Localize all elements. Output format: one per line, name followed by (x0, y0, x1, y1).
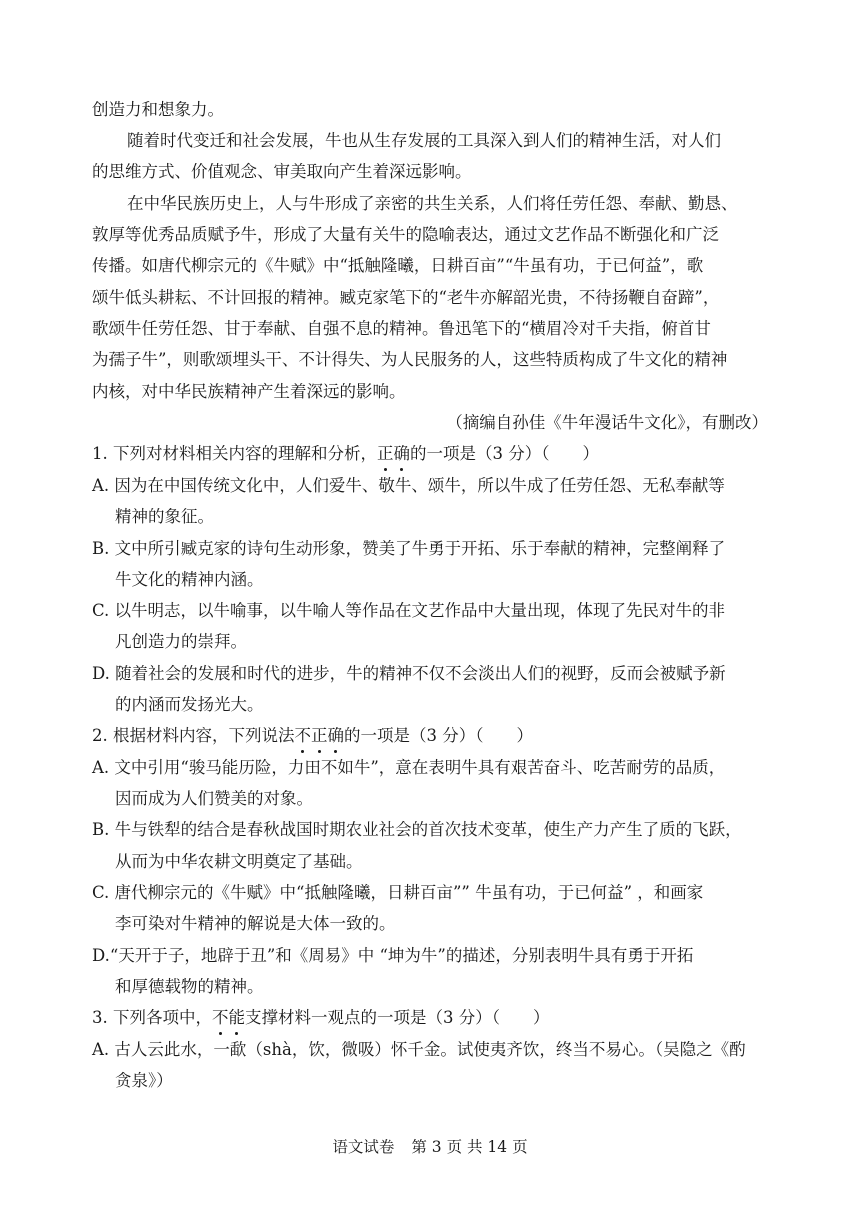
emphasis-char: 不 (295, 724, 312, 748)
stem-text: 的一项是（3 分）（ ） (344, 726, 533, 745)
passage-line: 在中华民族历史上，人与牛形成了亲密的共生关系，人们将任劳任怨、奉献、勤恳、 (127, 194, 738, 213)
stem-text: 支撑材料一观点的一项是（3 分）（ ） (245, 1008, 550, 1027)
emphasis-char: 能 (229, 1006, 246, 1030)
q3-option-a: A. 古人云此水，一歃（shà，饮，微吸）怀千金。试使夷齐饮，终当不易心。（吴隐之《酌 (92, 1040, 746, 1059)
q2-option-b: B. 牛与铁犁的结合是春秋战国时期农业社会的首次技术变革，使生产力产生了质的飞跃， (92, 820, 742, 839)
page-footer (0, 1135, 860, 1159)
question-1-stem (92, 442, 599, 466)
passage-line: 敦厚等优秀品质赋予牛，形成了大量有关牛的隐喻表达，通过文艺作品不断强化和广泛 (92, 225, 719, 244)
stem-text: 3. 下列各项中， (92, 1008, 212, 1027)
q1-option-c: C. 以牛明志，以牛喻事，以牛喻人等作品在文艺作品中大量出现，体现了先民对牛的非 (92, 601, 726, 620)
emphasis-char: 不 (212, 1006, 229, 1030)
passage-line: 传播。如唐代柳宗元的《牛赋》中“抵触隆曦，日耕百亩”“牛虽有功，于已何益”，歌 (92, 256, 704, 275)
q1-option-b: B. 文中所引臧克家的诗句生动形象，赞美了牛勇于开拓、乐于奉献的精神，完整阐释了 (92, 539, 726, 558)
footer-page-info: 第 3 页 共 14 页 (411, 1138, 528, 1156)
q1-option-d: D. 随着社会的发展和时代的进步，牛的精神不仅不会淡出人们的视野，反而会被赋予新 (92, 664, 726, 683)
q2-option-a-cont: 因而成为人们赞美的对象。 (115, 789, 313, 808)
emphasis-char: 确 (328, 724, 345, 748)
emphasis-char: 正 (311, 724, 328, 748)
question-3-stem (92, 1006, 550, 1030)
source-citation: （摘编自孙佳《牛年漫话牛文化》，有删改） (446, 413, 768, 432)
emphasis-char: 正 (377, 442, 394, 466)
q1-option-a-cont: 精神的象征。 (115, 507, 214, 526)
passage-line: 歌颂牛任劳任怨、甘于奉献、自强不息的精神。鲁迅笔下的“横眉冷对千夫指，俯首甘 (92, 319, 711, 338)
q1-option-b-cont: 牛文化的精神内涵。 (115, 570, 264, 589)
q2-option-d: D.“天开于子，地辟于丑”和《周易》中 “坤为牛”的描述，分别表明牛具有勇于开拓 (92, 946, 694, 965)
passage-line: 内核，对中华民族精神产生着深远的影响。 (92, 382, 406, 401)
q2-option-b-cont: 从而为中华农耕文明奠定了基础。 (115, 852, 363, 871)
question-2-stem (92, 724, 533, 748)
q1-option-a: A. 因为在中国传统文化中，人们爱牛、敬牛、颂牛，所以牛成了任劳任怨、无私奉献等 (92, 476, 725, 495)
q2-option-d-cont: 和厚德载物的精神。 (115, 977, 264, 996)
passage-line: 为孺子牛”，则歌颂埋头干、不计得失、为人民服务的人，这些特质构成了牛文化的精神 (92, 350, 728, 369)
stem-text: 1. 下列对材料相关内容的理解和分析， (92, 444, 377, 463)
passage-line: 的思维方式、价值观念、审美取向产生着深远影响。 (92, 162, 472, 181)
q2-option-a: A. 文中引用“骏马能历险，力田不如牛”，意在表明牛具有艰苦奋斗、吃苦耐劳的品质， (92, 758, 726, 777)
q1-option-c-cont: 凡创造力的崇拜。 (115, 632, 247, 651)
q2-option-c: C. 唐代柳宗元的《牛赋》中“抵触隆曦，日耕百亩”” 牛虽有功，于已何益” ，和画家 (92, 883, 704, 902)
q3-option-a-cont: 贪泉》） (115, 1071, 173, 1090)
passage-line: 颂牛低头耕耘、不计回报的精神。臧克家笔下的“老牛亦解韶光贵，不待扬鞭自奋蹄”， (92, 288, 720, 307)
passage-line: 创造力和想象力。 (92, 100, 224, 119)
passage-line: 随着时代变迁和社会发展，牛也从生存发展的工具深入到人们的精神生活，对人们 (127, 131, 721, 150)
emphasis-char: 确 (394, 442, 411, 466)
q1-option-d-cont: 的内涵而发扬光大。 (115, 695, 264, 714)
footer-subject: 语文试卷 (332, 1138, 395, 1156)
stem-text: 2. 根据材料内容，下列说法 (92, 726, 295, 745)
stem-text: 的一项是（3 分）（ ） (410, 444, 599, 463)
q2-option-c-cont: 李可染对牛精神的解说是大体一致的。 (115, 914, 396, 933)
